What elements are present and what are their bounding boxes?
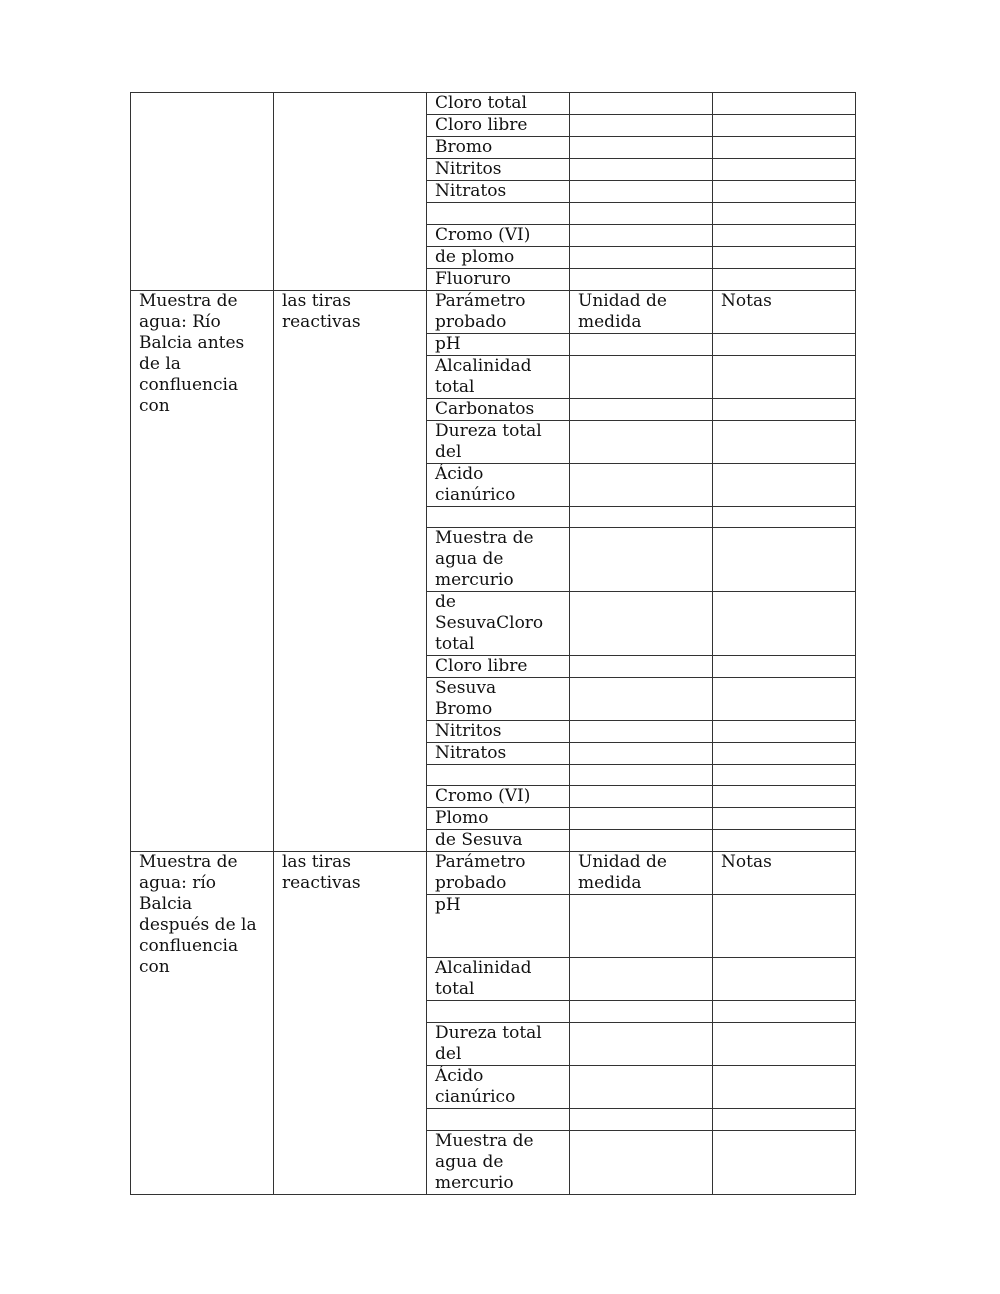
cell-line: Nitratos (435, 181, 507, 201)
parameter-cell[interactable] (427, 115, 570, 137)
parameter-cell[interactable] (427, 225, 570, 247)
notes-cell[interactable] (713, 137, 856, 159)
table-row (131, 291, 856, 334)
notes-cell[interactable] (713, 1001, 856, 1023)
cell-line: Nitratos (435, 743, 507, 763)
cell-line: Unidad de (578, 852, 667, 872)
test-method-cell (274, 291, 427, 852)
notes-cell[interactable] (713, 528, 856, 592)
notes-cell[interactable] (713, 356, 856, 399)
unit-cell[interactable] (570, 852, 713, 895)
parameter-cell[interactable] (427, 958, 570, 1001)
cell-line: Cromo (VI) (435, 225, 531, 245)
cell-line: total (435, 979, 475, 999)
notes-cell[interactable] (713, 181, 856, 203)
cell-line: Bromo (435, 137, 493, 157)
unit-cell[interactable] (570, 528, 713, 592)
cell-line: Ácido (435, 464, 484, 484)
cell-line: Notas (721, 852, 772, 872)
cell-line: Muestra de (435, 528, 534, 548)
cell-line: Nitritos (435, 721, 502, 741)
parameter-cell[interactable] (427, 247, 570, 269)
table-row (131, 93, 856, 115)
cell-line: medida (578, 312, 642, 332)
unit-cell[interactable] (570, 115, 713, 137)
unit-cell[interactable] (570, 137, 713, 159)
cell-line: total (435, 634, 475, 654)
unit-cell[interactable] (570, 786, 713, 808)
cell-line: Fluoruro (435, 269, 511, 289)
cell-line: Unidad de (578, 291, 667, 311)
notes-cell[interactable] (713, 159, 856, 181)
parameter-cell[interactable] (427, 830, 570, 852)
cell-line: mercurio (435, 1173, 514, 1193)
table-row (131, 852, 856, 895)
unit-cell[interactable] (570, 743, 713, 765)
cell-line: Parámetro (435, 852, 526, 872)
unit-cell[interactable] (570, 1131, 713, 1195)
parameter-cell[interactable] (427, 808, 570, 830)
parameter-cell[interactable] (427, 1001, 570, 1023)
test-method-cell (274, 93, 427, 291)
parameter-cell[interactable] (427, 1023, 570, 1066)
cell-line: agua: río (139, 873, 217, 893)
unit-cell[interactable] (570, 203, 713, 225)
notes-cell[interactable] (713, 1131, 856, 1195)
parameter-cell[interactable] (427, 656, 570, 678)
parameter-cell[interactable] (427, 895, 570, 958)
cell-line: de (435, 592, 456, 612)
notes-cell[interactable] (713, 334, 856, 356)
unit-cell[interactable] (570, 1023, 713, 1066)
cell-line: probado (435, 312, 507, 332)
parameter-cell[interactable] (427, 1131, 570, 1195)
unit-cell[interactable] (570, 93, 713, 115)
cell-line: con (139, 957, 170, 977)
cell-line: total (435, 377, 475, 397)
cell-line: de plomo (435, 247, 515, 267)
notes-cell[interactable] (713, 464, 856, 507)
parameter-cell[interactable] (427, 852, 570, 895)
unit-cell[interactable] (570, 656, 713, 678)
cell-line: pH (435, 895, 461, 915)
parameter-cell[interactable] (427, 678, 570, 721)
unit-cell[interactable] (570, 808, 713, 830)
cell-line: Plomo (435, 808, 489, 828)
parameter-cell[interactable] (427, 786, 570, 808)
cell-line: agua de (435, 549, 504, 569)
parameter-cell[interactable] (427, 507, 570, 528)
parameter-cell[interactable] (427, 1066, 570, 1109)
cell-line: las tiras (282, 852, 351, 872)
unit-cell[interactable] (570, 958, 713, 1001)
cell-line: las tiras (282, 291, 351, 311)
cell-line: probado (435, 873, 507, 893)
parameter-cell[interactable] (427, 159, 570, 181)
notes-cell[interactable] (713, 93, 856, 115)
test-method-cell (274, 852, 427, 1195)
notes-cell[interactable] (713, 592, 856, 656)
parameter-cell[interactable] (427, 137, 570, 159)
parameter-cell[interactable] (427, 421, 570, 464)
cell-line: de la (139, 354, 181, 374)
parameter-cell[interactable] (427, 269, 570, 291)
notes-cell[interactable] (713, 421, 856, 464)
notes-cell[interactable] (713, 895, 856, 958)
notes-cell[interactable] (713, 399, 856, 421)
unit-cell[interactable] (570, 678, 713, 721)
cell-line: cianúrico (435, 485, 516, 505)
cell-line: confluencia (139, 936, 239, 956)
cell-line: Cloro libre (435, 115, 528, 135)
cell-line: reactivas (282, 312, 361, 332)
parameter-cell[interactable] (427, 743, 570, 765)
cell-line: Muestra de (139, 291, 238, 311)
notes-cell[interactable] (713, 269, 856, 291)
cell-line: agua: Río (139, 312, 221, 332)
unit-cell[interactable] (570, 1001, 713, 1023)
unit-cell[interactable] (570, 181, 713, 203)
unit-cell[interactable] (570, 421, 713, 464)
notes-cell[interactable] (713, 115, 856, 137)
cell-line: Notas (721, 291, 772, 311)
cell-line: Bromo (435, 699, 493, 719)
notes-cell[interactable] (713, 765, 856, 786)
water-test-table (130, 92, 856, 1195)
parameter-cell[interactable] (427, 356, 570, 399)
notes-cell[interactable] (713, 830, 856, 852)
cell-line: Alcalinidad (435, 958, 532, 978)
parameter-cell[interactable] (427, 528, 570, 592)
notes-cell[interactable] (713, 203, 856, 225)
notes-cell[interactable] (713, 247, 856, 269)
unit-cell[interactable] (570, 1109, 713, 1131)
notes-cell[interactable] (713, 678, 856, 721)
parameter-cell[interactable] (427, 765, 570, 786)
cell-line: de Sesuva (435, 830, 523, 850)
cell-line: Dureza total (435, 421, 542, 441)
parameter-cell[interactable] (427, 334, 570, 356)
unit-cell[interactable] (570, 399, 713, 421)
cell-line: mercurio (435, 570, 514, 590)
cell-line: reactivas (282, 873, 361, 893)
parameter-cell[interactable] (427, 1109, 570, 1131)
cell-line: del (435, 442, 462, 462)
unit-cell[interactable] (570, 765, 713, 786)
cell-line: Alcalinidad (435, 356, 532, 376)
notes-cell[interactable] (713, 1109, 856, 1131)
unit-cell[interactable] (570, 895, 713, 958)
unit-cell[interactable] (570, 507, 713, 528)
unit-cell[interactable] (570, 830, 713, 852)
cell-line: Sesuva (435, 678, 497, 698)
cell-line: Cromo (VI) (435, 786, 531, 806)
cell-line: medida (578, 873, 642, 893)
unit-cell[interactable] (570, 269, 713, 291)
cell-line: Cloro libre (435, 656, 528, 676)
parameter-cell[interactable] (427, 291, 570, 334)
cell-line: agua de (435, 1152, 504, 1172)
parameter-cell[interactable] (427, 721, 570, 743)
cell-line: Dureza total (435, 1023, 542, 1043)
parameter-cell[interactable] (427, 203, 570, 225)
cell-line: Carbonatos (435, 399, 535, 419)
notes-cell[interactable] (713, 958, 856, 1001)
parameter-cell[interactable] (427, 464, 570, 507)
cell-line: Balcia antes (139, 333, 245, 353)
cell-line: Parámetro (435, 291, 526, 311)
notes-cell[interactable] (713, 225, 856, 247)
sample-description-cell (131, 852, 274, 1195)
unit-cell[interactable] (570, 592, 713, 656)
cell-line: Balcia (139, 894, 193, 914)
notes-cell[interactable] (713, 808, 856, 830)
unit-cell[interactable] (570, 356, 713, 399)
notes-cell[interactable] (713, 852, 856, 895)
parameter-cell[interactable] (427, 399, 570, 421)
sample-description-cell (131, 93, 274, 291)
notes-cell[interactable] (713, 291, 856, 334)
cell-line: confluencia (139, 375, 239, 395)
unit-cell[interactable] (570, 721, 713, 743)
cell-line: Muestra de (435, 1131, 534, 1151)
parameter-cell[interactable] (427, 592, 570, 656)
notes-cell[interactable] (713, 507, 856, 528)
cell-line: Cloro total (435, 93, 527, 113)
sample-description-cell (131, 291, 274, 852)
unit-cell[interactable] (570, 225, 713, 247)
parameter-cell[interactable] (427, 93, 570, 115)
unit-cell[interactable] (570, 464, 713, 507)
notes-cell[interactable] (713, 656, 856, 678)
unit-cell[interactable] (570, 247, 713, 269)
unit-cell[interactable] (570, 334, 713, 356)
cell-line: cianúrico (435, 1087, 516, 1107)
unit-cell[interactable] (570, 291, 713, 334)
notes-cell[interactable] (713, 721, 856, 743)
cell-line: pH (435, 334, 461, 354)
unit-cell[interactable] (570, 1066, 713, 1109)
unit-cell[interactable] (570, 159, 713, 181)
notes-cell[interactable] (713, 1023, 856, 1066)
notes-cell[interactable] (713, 786, 856, 808)
notes-cell[interactable] (713, 1066, 856, 1109)
cell-line: Muestra de (139, 852, 238, 872)
cell-line: después de la (139, 915, 257, 935)
cell-line: del (435, 1044, 462, 1064)
cell-line: Nitritos (435, 159, 502, 179)
cell-line: con (139, 396, 170, 416)
cell-line: SesuvaCloro (435, 613, 544, 633)
parameter-cell[interactable] (427, 181, 570, 203)
notes-cell[interactable] (713, 743, 856, 765)
cell-line: Ácido (435, 1066, 484, 1086)
